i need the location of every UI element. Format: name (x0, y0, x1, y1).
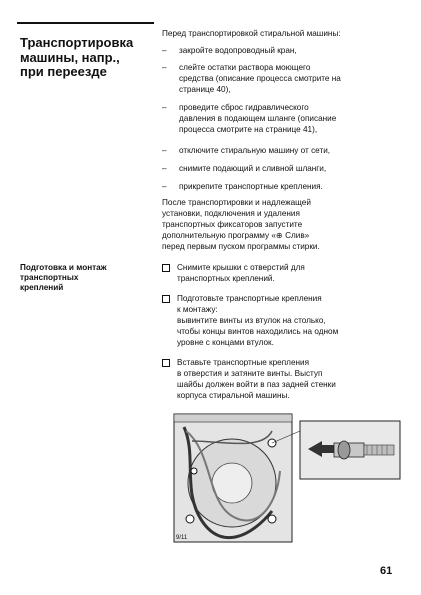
checkbox-icon (162, 359, 170, 367)
section-title-line: при переезде (20, 64, 107, 79)
step-item (162, 181, 397, 192)
mount-step-line: Подготовьте транспортные крепления (177, 294, 322, 303)
top-rule (17, 22, 154, 24)
mount-step-text (177, 357, 400, 401)
paragraph-line: После транспортировки и надлежащей (162, 198, 311, 207)
side-label-line: креплений (20, 283, 64, 292)
step-line: слейте остатки раствора моющего (179, 63, 311, 72)
dash-marker: – (162, 103, 167, 112)
step-line: проведите сброс гидравлического (179, 103, 309, 112)
step-line: странице 40), (179, 85, 231, 94)
dash-marker: – (162, 63, 167, 72)
step-text: закройте водопроводный кран, (179, 46, 297, 55)
paragraph-line: перед первым пуском программы стирки. (162, 242, 320, 251)
step-line: процесса смотрите на странице 41), (179, 125, 318, 134)
step-line: давления в подающем шланге (описание (179, 114, 337, 123)
mount-step-text (177, 262, 400, 284)
intro-text: Перед транспортировкой стиральной машины: (162, 29, 341, 38)
transport-bolt-illustration (162, 411, 402, 551)
step-item (162, 163, 397, 174)
mount-step-line: уровне с концами втулок. (177, 338, 274, 347)
paragraph-line: установки, подключения и удаления (162, 209, 300, 218)
mount-step-line: шайбы должен войти в паз задней стенки (177, 380, 336, 389)
mount-step (162, 293, 400, 348)
washing-machine-back-icon (162, 411, 402, 551)
checkbox-icon (162, 295, 170, 303)
mount-step-line: в отверстия и затяните винты. Выступ (177, 369, 323, 378)
page-number: 61 (380, 565, 393, 577)
dash-marker: – (162, 46, 167, 55)
mount-step-line: транспортных креплений. (177, 274, 275, 283)
mount-step-line: к монтажу: (177, 305, 218, 314)
paragraph-line: транспортных фиксаторов запустите (162, 220, 303, 229)
section-title (20, 36, 160, 80)
side-label-line: Подготовка и монтаж (20, 263, 107, 272)
mount-step-line: корпуса стиральной машины. (177, 391, 290, 400)
step-line: средства (описание процесса смотрите на (179, 74, 341, 83)
side-label-line: транспортных (20, 273, 79, 282)
checkbox-icon (162, 264, 170, 272)
mount-step (162, 357, 400, 401)
dash-marker: – (162, 164, 167, 173)
step-text: снимите подающий и сливной шланги, (179, 164, 327, 173)
mount-step-text (177, 293, 400, 348)
step-item (162, 102, 397, 135)
dash-marker: – (162, 146, 167, 155)
mount-step-line: вывинтите винты из втулок на столько, (177, 316, 326, 325)
step-text: прикрепите транспортные крепления. (179, 182, 323, 191)
mount-step (162, 262, 400, 284)
step-text (179, 62, 397, 95)
figure-label: 9/11 (176, 535, 188, 541)
section-title-line: Транспортировка (20, 35, 134, 50)
after-transport-paragraph (162, 197, 397, 252)
step-item (162, 145, 397, 156)
mount-step-line: Вставьте транспортные крепления (177, 358, 310, 367)
mount-step-line: чтобы концы винтов находились на одном (177, 327, 339, 336)
step-text: отключите стиральную машину от сети, (179, 146, 331, 155)
step-text (179, 102, 397, 135)
step-item (162, 45, 397, 56)
step-item (162, 62, 397, 95)
mount-step-line: Снимите крышки с отверстий для (177, 263, 305, 272)
dash-marker: – (162, 182, 167, 191)
side-label (20, 263, 160, 293)
paragraph-line: дополнительную программу «⊕ Слив» (162, 231, 310, 240)
section-title-line: машины, напр., (20, 49, 120, 65)
